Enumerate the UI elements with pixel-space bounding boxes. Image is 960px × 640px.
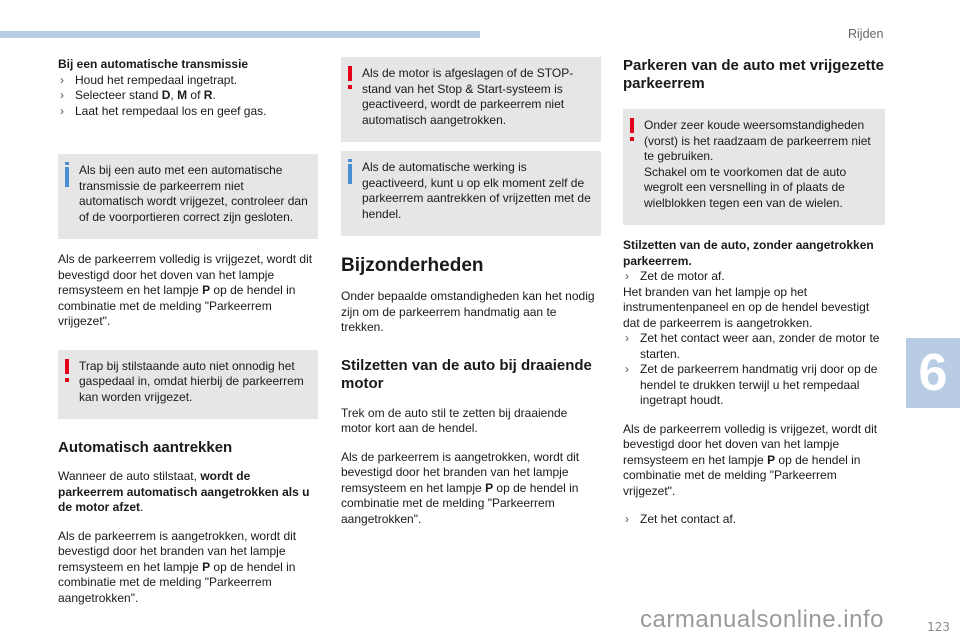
section-heading: Parkeren van de auto met vrijgezette parkeerrem — [623, 57, 884, 92]
auto-step-1: › Houd het rempedaal ingetrapt. — [58, 73, 318, 89]
auto-step-2: › Selecteer stand D, M of R. — [58, 88, 318, 104]
auto-step-3: › Laat het rempedaal los en geef gas. — [58, 104, 318, 120]
stop-step-3: › Zet de parkeerrem handmatig vrij door op de hendel te drukken terwijl u het rempedaal ingetrapt houdt. — [623, 362, 885, 409]
chapter-number: 6 — [918, 344, 948, 402]
page-number: 123 — [927, 620, 950, 634]
stop-step-1: › Zet de motor af. — [623, 269, 885, 285]
applied-paragraph: Als de parkeerrem is aangetrokken, wordt dit bevestigd door het branden van het lampje remsysteem en het lampje P op de hendel in combinatie met de melding "Parkeerrem aangetrokken". — [58, 528, 297, 605]
column-1 — [58, 57, 318, 606]
subsection-heading: Stilzetten van de auto bij draaiende motor — [341, 356, 592, 392]
warning-box: Trap bij stilstaande auto niet onnodig het gaspedaal in, omdat hierbij de parkeerrem kan worden vrijgezet. — [58, 350, 318, 420]
column-2 — [341, 57, 601, 527]
section-heading: Automatisch aantrekken — [58, 439, 233, 456]
applied-paragraph: Als de parkeerrem is aangetrokken, wordt dit bevestigd door het branden van het lampje remsysteem en het lampje P op de hendel in combinatie met de melding "Parkeerrem aangetrokken". — [341, 449, 580, 526]
info-box: Als bij een auto met een automatische transmissie de parkeerrem niet automatisch wordt vrijgezet, controleer dan of de voorportieren correct zijn gesloten. — [58, 154, 318, 239]
watermark: carmanualsonline.info — [640, 606, 884, 633]
warning-icon — [348, 66, 352, 81]
info-box: Als de automatische werking is geactiveerd, kunt u op elk moment zelf de parkeerrem aantrekken of vrijzetten met de hendel. — [341, 151, 601, 236]
chapter-title: Rijden — [848, 27, 884, 41]
auto-transmission-title: Bij een automatische transmissie — [58, 57, 249, 71]
stop-step-note: Het branden van het lampje op het instrumentenpaneel en op de hendel bevestigt dat de parkeerrem is aangetrokken. — [623, 284, 870, 330]
warning-icon — [630, 118, 634, 133]
stop-title: Stilzetten van de auto, zonder aangetrokken parkeerrem. — [623, 238, 874, 268]
stop-step-4: › Zet het contact af. — [623, 512, 885, 528]
column-3 — [623, 57, 885, 528]
stop-step-2: › Zet het contact weer aan, zonder de motor te starten. — [623, 331, 885, 362]
intro-paragraph: Onder bepaalde omstandigheden kan het nodig zijn om de parkeerrem handmatig aan te trekken. — [341, 289, 595, 334]
chapter-color-bar — [0, 31, 480, 38]
warning-icon — [65, 359, 69, 374]
paragraph: Trek om de auto stil te zetten bij draaiende motor kort aan de hendel. — [341, 405, 568, 435]
released-paragraph: Als de parkeerrem volledig is vrijgezet, wordt dit bevestigd door het doven van het lampje remsysteem en het lampje P op de hendel in combinatie met de melding "Parkeerrem vrijgezet". — [623, 421, 878, 498]
warning-box: Als de motor is afgeslagen of de STOP-stand van het Stop & Start-systeem is geactiveerd, wordt de parkeerrem niet automatisch aangetrokken. — [341, 57, 601, 142]
info-icon — [65, 167, 69, 187]
section-heading: Bijzonderheden — [341, 255, 484, 276]
info-icon — [348, 164, 352, 184]
warning-box: Onder zeer koude weersomstandigheden (vorst) is het raadzaam de parkeerrem niet te gebruiken. Schakel om te voorkomen dat de auto wegrolt een versnelling in of plaats de wielblokken tegen een van de wielen. — [623, 109, 885, 225]
released-paragraph: Als de parkeerrem volledig is vrijgezet, wordt dit bevestigd door het doven van het lampje remsysteem en het lampje P op de hendel in combinatie met de melding "Parkeerrem vrijgezet". — [58, 252, 313, 328]
auto-apply-paragraph: Wanneer de auto stilstaat, wordt de parkeerrem automatisch aangetrokken als u de motor afzet. — [58, 469, 310, 514]
